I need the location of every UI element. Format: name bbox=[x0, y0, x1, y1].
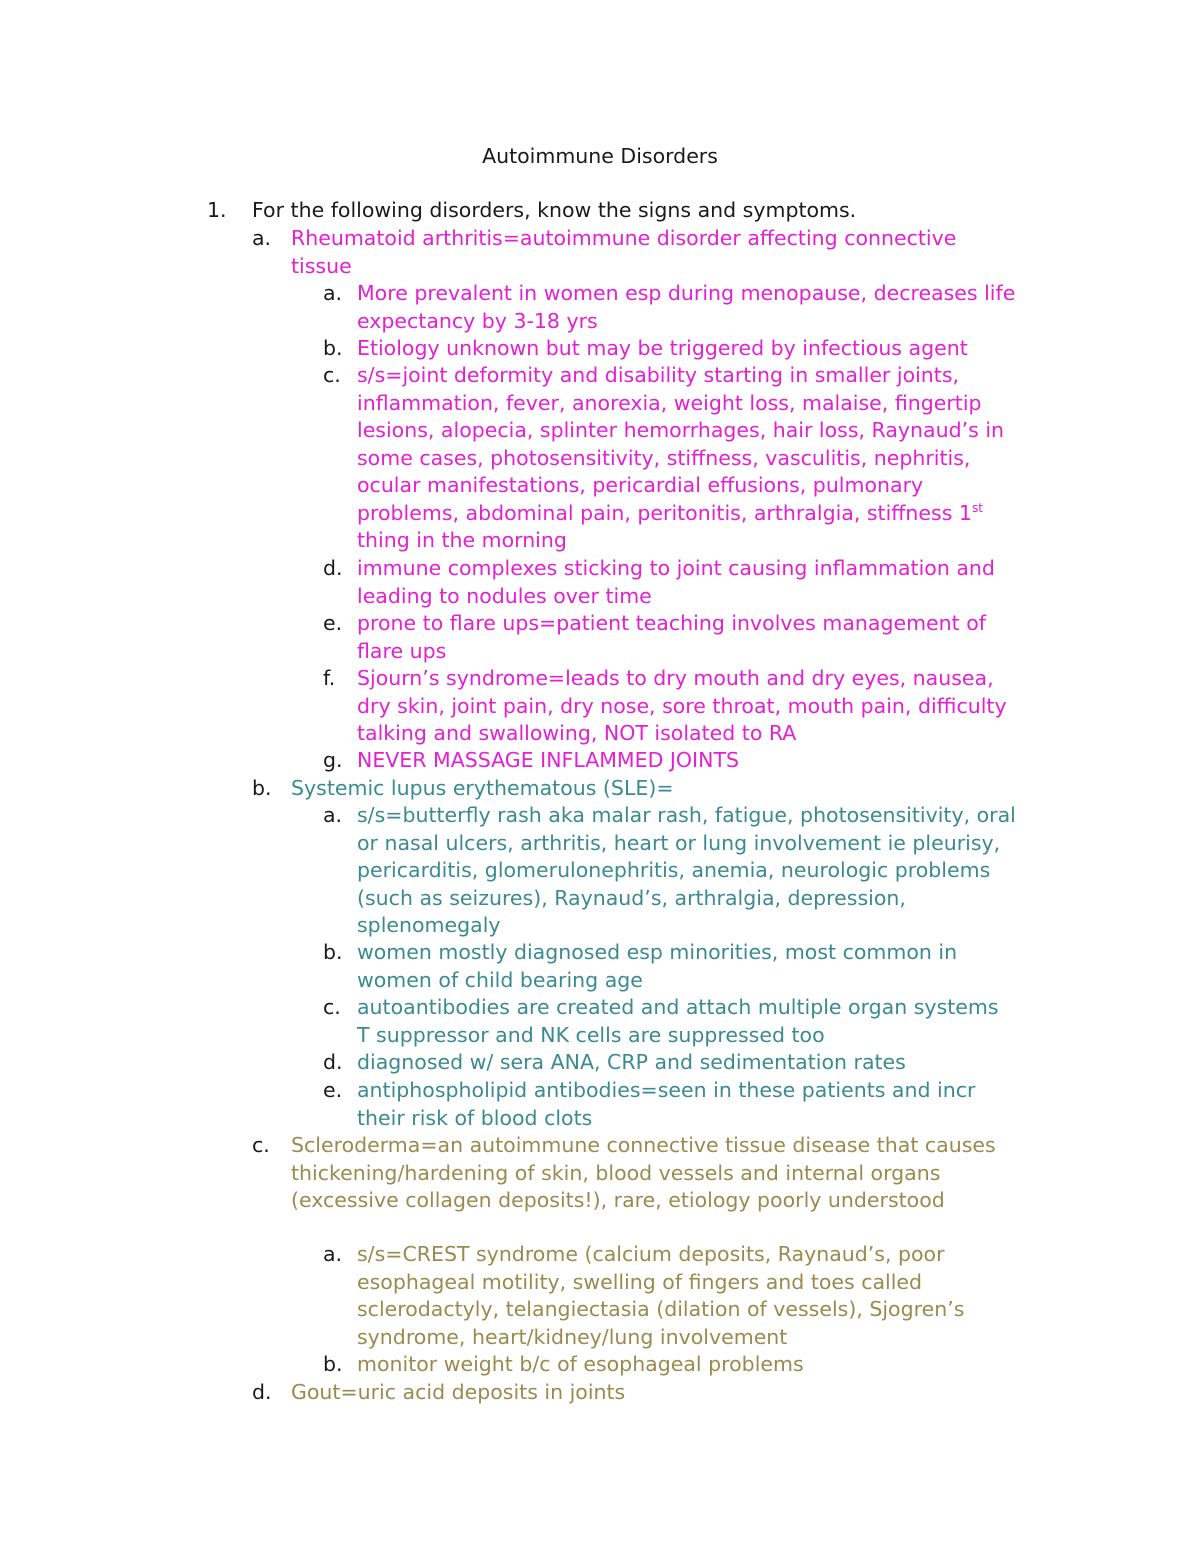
list-marker: e. bbox=[323, 1078, 343, 1102]
section-heading: Rheumatoid arthritis=autoimmune disorder affecting connective tissue bbox=[291, 226, 957, 278]
list-marker: a. bbox=[252, 226, 272, 250]
list-marker: a. bbox=[323, 1242, 343, 1266]
list-item-text: monitor weight b/c of esophageal problems bbox=[357, 1352, 804, 1376]
section-heading: Gout=uric acid deposits in joints bbox=[291, 1380, 626, 1404]
list-item bbox=[323, 555, 1017, 610]
list-item bbox=[323, 665, 1017, 748]
list-item bbox=[323, 1077, 1017, 1132]
list-item bbox=[323, 280, 1017, 335]
list-marker: 1. bbox=[207, 198, 227, 222]
list-item-text: autoantibodies are created and attach multiple organ systems T suppressor and NK cells are suppressed too bbox=[357, 995, 999, 1047]
list-item-text: s/s=CREST syndrome (calcium deposits, Raynaud’s, poor esophageal motility, swelling of fingers and toes called sclerodactyly, telangiectasia (dilation of vessels), Sjogren’s syndrome, heart/kidney/lung involvement bbox=[357, 1242, 965, 1349]
list-item bbox=[323, 802, 1017, 940]
list-item-text-continued: thing in the morning bbox=[357, 528, 567, 552]
list-marker: c. bbox=[323, 363, 341, 387]
list-marker: d. bbox=[252, 1380, 272, 1404]
section-scleroderma bbox=[252, 1132, 1016, 1215]
list-marker: b. bbox=[323, 336, 343, 360]
list-item bbox=[323, 362, 1017, 555]
list-item bbox=[323, 1241, 1017, 1351]
section-heading: Scleroderma=an autoimmune connective tissue disease that causes thickening/hardening of skin, blood vessels and internal organs (excessive collagen deposits!), rare, etiology poorly understood bbox=[291, 1133, 996, 1212]
list-marker: f. bbox=[323, 666, 336, 690]
list-item bbox=[323, 1049, 1017, 1077]
superscript: st bbox=[971, 500, 983, 515]
list-item-text: antiphospholipid antibodies=seen in these patients and incr their risk of blood clots bbox=[357, 1078, 976, 1130]
list-marker: b. bbox=[252, 776, 272, 800]
section-gout bbox=[252, 1379, 1016, 1407]
section-rheumatoid-arthritis bbox=[252, 225, 1016, 280]
list-item-text: Etiology unknown but may be triggered by infectious agent bbox=[357, 336, 968, 360]
question-text: For the following disorders, know the signs and symptoms. bbox=[252, 198, 857, 222]
list-item-text: prone to flare ups=patient teaching involves management of flare ups bbox=[357, 611, 986, 663]
list-item bbox=[323, 939, 1017, 994]
list-item-text: s/s=joint deformity and disability starting in smaller joints, inflammation, fever, anorexia, weight loss, malaise, fingertip lesions, alopecia, splinter hemorrhages, hair loss, Raynaud’s in some cases, photosensitivity, stiffness, vasculitis, nephritis, ocular manifestations, pericardial effusions, pulmonary problems, abdominal pain, peritonitis, arthralgia, stiffness 1 bbox=[357, 363, 1005, 525]
list-marker: g. bbox=[323, 748, 343, 772]
list-marker: b. bbox=[323, 940, 343, 964]
list-item bbox=[323, 747, 1017, 775]
list-marker: c. bbox=[252, 1133, 270, 1157]
list-marker: c. bbox=[323, 995, 341, 1019]
list-item-text: women mostly diagnosed esp minorities, most common in women of child bearing age bbox=[357, 940, 958, 992]
list-marker: a. bbox=[323, 281, 343, 305]
list-item bbox=[323, 335, 1017, 363]
list-item-text: immune complexes sticking to joint causing inflammation and leading to nodules over time bbox=[357, 556, 995, 608]
section-lupus bbox=[252, 775, 1016, 803]
document-title: Autoimmune Disorders bbox=[482, 144, 718, 168]
list-item-text: More prevalent in women esp during menopause, decreases life expectancy by 3-18 yrs bbox=[357, 281, 1016, 333]
question-1 bbox=[207, 197, 1012, 225]
list-item bbox=[323, 1351, 1017, 1379]
list-item bbox=[323, 610, 1017, 665]
list-item bbox=[323, 994, 1017, 1049]
list-item-text: NEVER MASSAGE INFLAMMED JOINTS bbox=[357, 748, 739, 772]
section-heading: Systemic lupus erythematous (SLE)= bbox=[291, 776, 674, 800]
list-marker: d. bbox=[323, 1050, 343, 1074]
list-item-text: Sjourn’s syndrome=leads to dry mouth and dry eyes, nausea, dry skin, joint pain, dry nose, sore throat, mouth pain, difficulty talking and swallowing, NOT isolated to RA bbox=[357, 666, 1007, 745]
list-marker: b. bbox=[323, 1352, 343, 1376]
list-marker: e. bbox=[323, 611, 343, 635]
list-item-text: diagnosed w/ sera ANA, CRP and sedimentation rates bbox=[357, 1050, 906, 1074]
list-marker: a. bbox=[323, 803, 343, 827]
list-marker: d. bbox=[323, 556, 343, 580]
list-item-text: s/s=butterfly rash aka malar rash, fatigue, photosensitivity, oral or nasal ulcers, arthritis, heart or lung involvement ie pleurisy, pericarditis, glomerulonephritis, anemia, neurologic problems (such as seizures), Raynaud’s, arthralgia, depression, splenomegaly bbox=[357, 803, 1016, 937]
